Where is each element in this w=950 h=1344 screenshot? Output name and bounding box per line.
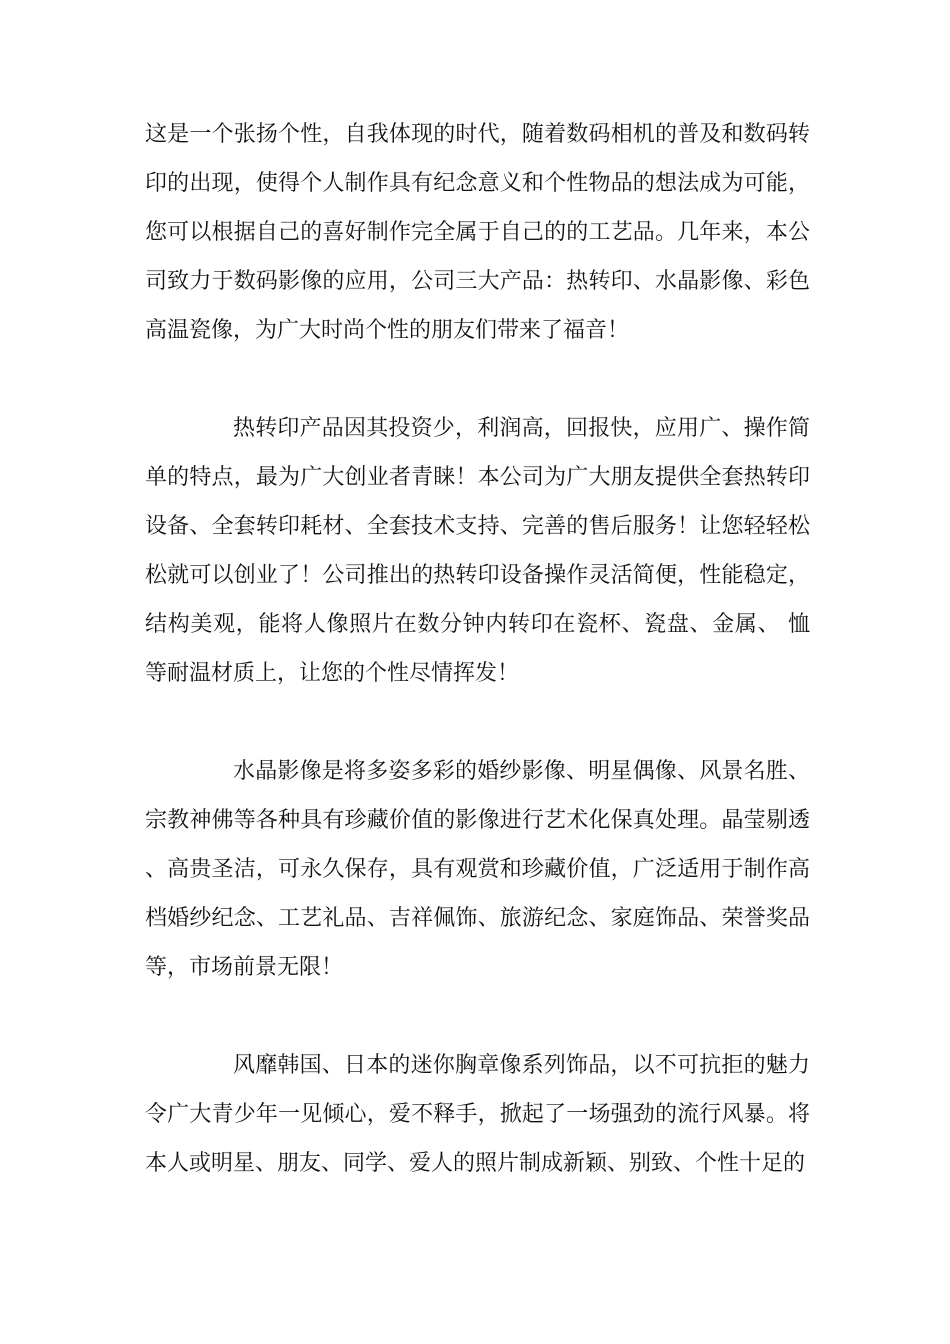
paragraph-spacer	[145, 992, 810, 1041]
paragraph-mini-badge: 风靡韩国、日本的迷你胸章像系列饰品，以不可抗拒的魅力令广大青少年一见倾心，爱不释手，掀起了一场强劲的流行风暴。将本人或明星、朋友、同学、爱人的照片制成新颖、别致、个性十足的	[145, 1053, 810, 1176]
paragraph-spacer	[145, 698, 810, 747]
document-body	[145, 110, 810, 1188]
paragraph-crystal-image: 水晶影像是将多姿多彩的婚纱影像、明星偶像、风景名胜、宗教神佛等各种具有珍藏价值的影像进行艺术化保真处理。晶莹剔透、高贵圣洁，可永久保存，具有观赏和珍藏价值，广泛适用于制作高档婚纱纪念、工艺礼品、吉祥佩饰、旅游纪念、家庭饰品、荣誉奖品等，市场前景无限！	[145, 759, 810, 980]
paragraph-intro: 这是一个张扬个性，自我体现的时代，随着数码相机的普及和数码转印的出现，使得个人制作具有纪念意义和个性物品的想法成为可能，您可以根据自己的喜好制作完全属于自己的的工艺品。几年来，本公司致力于数码影像的应用，公司三大产品：热转印、水晶影像、彩色高温瓷像，为广大时尚个性的朋友们带来了福音！	[145, 122, 810, 343]
paragraph-spacer	[145, 355, 810, 404]
paragraph-heat-transfer: 热转印产品因其投资少，利润高，回报快，应用广、操作简单的特点，最为广大创业者青睐！本公司为广大朋友提供全套热转印设备、全套转印耗材、全套技术支持、完善的售后服务！让您轻轻松松就可以创业了！公司推出的热转印设备操作灵活简便，性能稳定，结构美观，能将人像照片在数分钟内转印在瓷杯、瓷盘、金属、 恤等耐温材质上，让您的个性尽情挥发！	[145, 416, 810, 686]
